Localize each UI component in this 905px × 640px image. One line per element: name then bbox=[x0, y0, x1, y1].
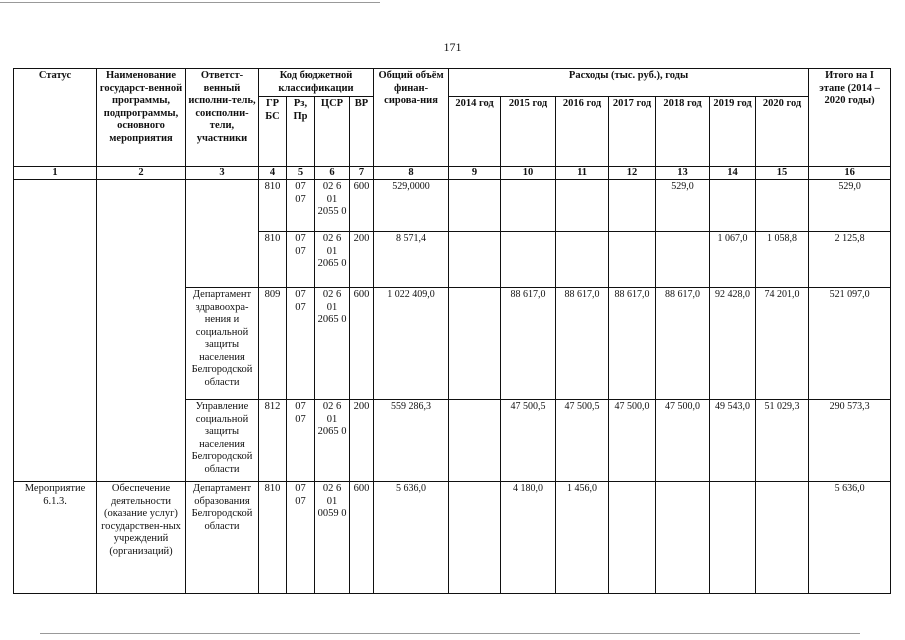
header-responsible: Ответст-венный исполни-тель, соисполни-тели, участники bbox=[186, 69, 259, 167]
cell-2014 bbox=[449, 400, 501, 482]
column-number: 8 bbox=[374, 167, 449, 180]
cell-grbs: 812 bbox=[259, 400, 287, 482]
header-year-2018: 2018 год bbox=[656, 97, 710, 167]
column-number: 10 bbox=[501, 167, 556, 180]
cell-vr: 600 bbox=[350, 482, 374, 594]
header-year-2015: 2015 год bbox=[501, 97, 556, 167]
cell-csr: 02 6 01 2055 0 bbox=[315, 180, 350, 232]
cell-csr: 02 6 01 2065 0 bbox=[315, 232, 350, 288]
page-number: 171 bbox=[443, 40, 462, 54]
cell-2020: 74 201,0 bbox=[756, 288, 809, 400]
cell-2019 bbox=[710, 180, 756, 232]
cell-vr: 600 bbox=[350, 180, 374, 232]
cell-stage-total: 521 097,0 bbox=[809, 288, 891, 400]
header-rzpr: Рз, Пр bbox=[287, 97, 315, 167]
header-year-2019: 2019 год bbox=[710, 97, 756, 167]
column-number: 9 bbox=[449, 167, 501, 180]
cell-2014 bbox=[449, 180, 501, 232]
column-number: 3 bbox=[186, 167, 259, 180]
cell-vr: 200 bbox=[350, 400, 374, 482]
header-status: Статус bbox=[14, 69, 97, 167]
scan-artifact-bottom-line bbox=[40, 633, 860, 634]
cell-status bbox=[14, 180, 97, 482]
header-vr: ВР bbox=[350, 97, 374, 167]
cell-vr: 200 bbox=[350, 232, 374, 288]
cell-2019 bbox=[710, 482, 756, 594]
cell-2017 bbox=[609, 180, 656, 232]
cell-2018 bbox=[656, 232, 710, 288]
cell-2017: 47 500,0 bbox=[609, 400, 656, 482]
header-year-2017: 2017 год bbox=[609, 97, 656, 167]
column-number: 11 bbox=[556, 167, 609, 180]
column-number: 4 bbox=[259, 167, 287, 180]
column-number: 7 bbox=[350, 167, 374, 180]
cell-stage-total: 290 573,3 bbox=[809, 400, 891, 482]
cell-2018: 88 617,0 bbox=[656, 288, 710, 400]
column-number: 5 bbox=[287, 167, 315, 180]
cell-2014 bbox=[449, 232, 501, 288]
header-year-2016: 2016 год bbox=[556, 97, 609, 167]
cell-2015: 88 617,0 bbox=[501, 288, 556, 400]
cell-total: 559 286,3 bbox=[374, 400, 449, 482]
header-csr: ЦСР bbox=[315, 97, 350, 167]
cell-2019: 49 543,0 bbox=[710, 400, 756, 482]
cell-status: Мероприятие 6.1.3. bbox=[14, 482, 97, 594]
header-year-2014: 2014 год bbox=[449, 97, 501, 167]
cell-rzpr: 07 07 bbox=[287, 288, 315, 400]
cell-2016 bbox=[556, 180, 609, 232]
column-number-row bbox=[14, 167, 891, 180]
cell-stage-total: 529,0 bbox=[809, 180, 891, 232]
cell-2017 bbox=[609, 232, 656, 288]
cell-grbs: 810 bbox=[259, 180, 287, 232]
header-grbs: ГР БС bbox=[259, 97, 287, 167]
cell-stage-total: 2 125,8 bbox=[809, 232, 891, 288]
cell-2017 bbox=[609, 482, 656, 594]
column-number: 15 bbox=[756, 167, 809, 180]
table-row bbox=[14, 482, 891, 594]
column-number: 16 bbox=[809, 167, 891, 180]
cell-total: 1 022 409,0 bbox=[374, 288, 449, 400]
cell-stage-total: 5 636,0 bbox=[809, 482, 891, 594]
cell-2014 bbox=[449, 288, 501, 400]
cell-2016: 1 456,0 bbox=[556, 482, 609, 594]
cell-2014 bbox=[449, 482, 501, 594]
cell-2019: 1 067,0 bbox=[710, 232, 756, 288]
scan-artifact-top-line bbox=[0, 2, 380, 3]
cell-csr: 02 6 01 2065 0 bbox=[315, 288, 350, 400]
cell-2020: 1 058,8 bbox=[756, 232, 809, 288]
column-number: 12 bbox=[609, 167, 656, 180]
cell-responsible: Управление социальной защиты населения Белгородской области bbox=[186, 400, 259, 482]
cell-rzpr: 07 07 bbox=[287, 180, 315, 232]
cell-total: 5 636,0 bbox=[374, 482, 449, 594]
cell-2018: 47 500,0 bbox=[656, 400, 710, 482]
cell-rzpr: 07 07 bbox=[287, 482, 315, 594]
cell-2019: 92 428,0 bbox=[710, 288, 756, 400]
column-number: 6 bbox=[315, 167, 350, 180]
cell-responsible: Департамент образования Белгородской области bbox=[186, 482, 259, 594]
cell-2020 bbox=[756, 482, 809, 594]
cell-2018 bbox=[656, 482, 710, 594]
cell-2015 bbox=[501, 180, 556, 232]
cell-total: 529,0000 bbox=[374, 180, 449, 232]
column-number: 1 bbox=[14, 167, 97, 180]
cell-grbs: 809 bbox=[259, 288, 287, 400]
cell-2015: 47 500,5 bbox=[501, 400, 556, 482]
cell-name bbox=[97, 180, 186, 482]
header-stage-total: Итого на I этапе (2014 – 2020 годы) bbox=[809, 69, 891, 167]
cell-2017: 88 617,0 bbox=[609, 288, 656, 400]
column-number: 2 bbox=[97, 167, 186, 180]
cell-responsible bbox=[186, 180, 259, 288]
header-total: Общий объём финан-сирова-ния bbox=[374, 69, 449, 167]
cell-2020 bbox=[756, 180, 809, 232]
cell-rzpr: 07 07 bbox=[287, 400, 315, 482]
column-number: 13 bbox=[656, 167, 710, 180]
cell-2018: 529,0 bbox=[656, 180, 710, 232]
budget-table bbox=[13, 68, 891, 594]
table-row bbox=[14, 180, 891, 232]
cell-2016 bbox=[556, 232, 609, 288]
cell-name: Обеспечение деятельности (оказание услуг) государствен-ных учреждений (организаций) bbox=[97, 482, 186, 594]
cell-2015 bbox=[501, 232, 556, 288]
cell-vr: 600 bbox=[350, 288, 374, 400]
cell-2016: 88 617,0 bbox=[556, 288, 609, 400]
cell-csr: 02 6 01 0059 0 bbox=[315, 482, 350, 594]
cell-2015: 4 180,0 bbox=[501, 482, 556, 594]
cell-csr: 02 6 01 2065 0 bbox=[315, 400, 350, 482]
cell-grbs: 810 bbox=[259, 482, 287, 594]
cell-grbs: 810 bbox=[259, 232, 287, 288]
header-year-2020: 2020 год bbox=[756, 97, 809, 167]
cell-rzpr: 07 07 bbox=[287, 232, 315, 288]
cell-responsible: Департамент здравоохра-нения и социальной защиты населения Белгородской области bbox=[186, 288, 259, 400]
cell-2020: 51 029,3 bbox=[756, 400, 809, 482]
cell-total: 8 571,4 bbox=[374, 232, 449, 288]
header-expenses: Расходы (тыс. руб.), годы bbox=[449, 69, 809, 97]
cell-2016: 47 500,5 bbox=[556, 400, 609, 482]
column-number: 14 bbox=[710, 167, 756, 180]
header-name: Наименование государст-венной программы, подпрограммы, основного мероприятия bbox=[97, 69, 186, 167]
header-budget-code: Код бюджетной классификации bbox=[259, 69, 374, 97]
